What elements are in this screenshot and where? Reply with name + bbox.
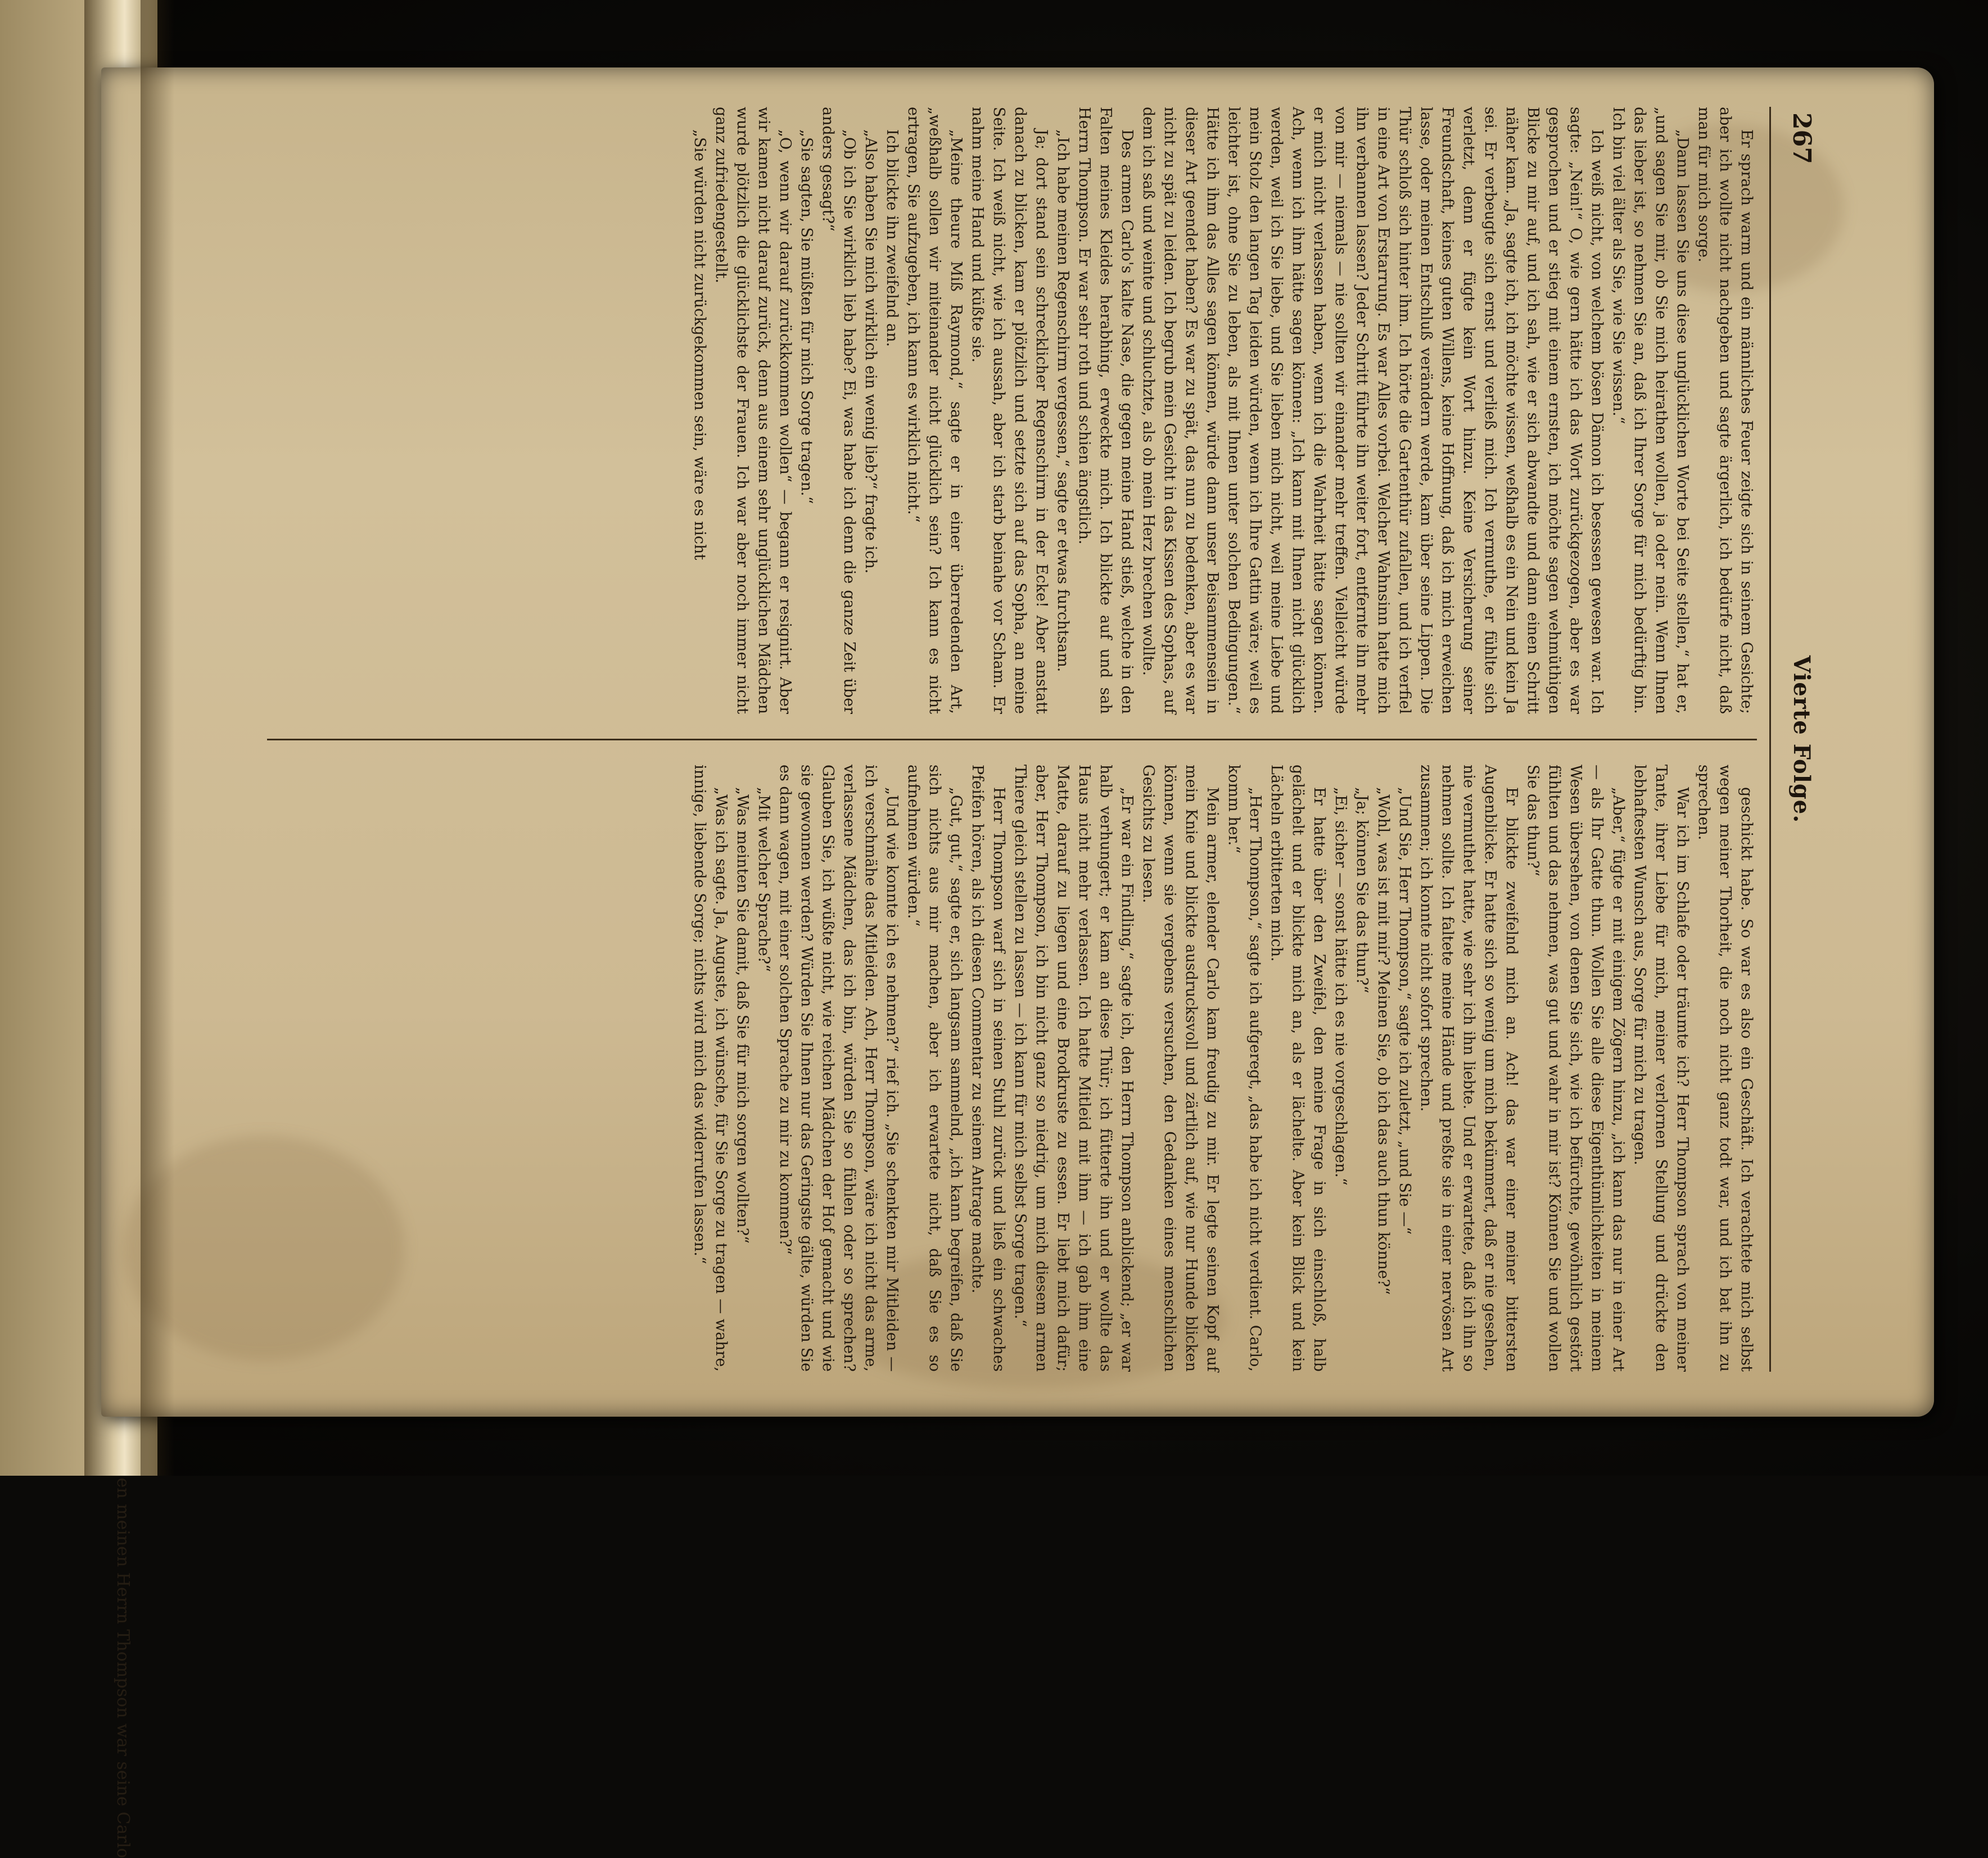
previous-page-fragment: Herrn Thompson xyxy=(113,1572,133,1724)
paragraph: Er blickte zweifelnd mich an. Ach! das war einer meiner bittersten Augenblicke. Er hatte sich so wenig um mich bekümmert, daß er nie gesehen, nie vermuthet hatte, wie sehr ich ihn liebte. Und er erwartete, daß ich ihn so nehmen sollte. Ich faltete meine Hände und preßte sie in einer nervösen Art zusammen; ich konnte nicht sofort sprechen. xyxy=(1415,765,1522,1372)
left-column xyxy=(267,107,1757,714)
paragraph: Herr Thompson warf sich in seinen Stuhl zurück und ließ ein schwaches Pfeifen hören, als ich diesen Commentar zu seinem Antrage machte. xyxy=(966,765,1009,1372)
paragraph: „Er war ein Findling,“ sagte ich, den Herrn Thompson anblickend; „er war halb verhungert; er kam an diese Thür; ich fütterte ihn und er wollte das Haus nicht mehr verlassen. Ich hatte Mitleid mit ihm — ich gab ihm eine Matte, darauf zu liegen und eine Brodkruste zu essen. Er liebt mich dafür; aber, Herr Thompson, ich bin nicht ganz so niedrig, um mich diesem armen Thiere gleich stellen zu lassen — ich kann für mich selbst Sorge tragen.“ xyxy=(1009,765,1137,1372)
page-number: 267 xyxy=(1787,112,1816,164)
paragraph: „Und wie konnte ich es nehmen?“ rief ich. „Sie schenkten mir Mitleiden — ich verschmähe das Mitleiden. Ach, Herr Thompson, wäre ich nicht das arme, verlassene Mädchen, das ich bin, würden Sie so fühlen oder so sprechen? Glauben Sie, ich wüßte nicht, wie reichen Mädchen der Hof gemacht und wie sie gewonnen werden? Würden Sie Ihnen nur das Geringste gälte, würden Sie es dann wagen, mit einer solchen Sprache zu mir zu kommen?“ xyxy=(774,765,902,1372)
paragraph: Mein armer, elender Carlo kam freudig zu mir. Er legte seinen Kopf auf mein Knie und blickte ausdrucksvoll und zärtlich auf, wie nur Hunde blicken können, wenn sie vergebens versuchen, den Gedanken eines menschlichen Gesichts zu lesen. xyxy=(1137,765,1223,1372)
paragraph: „Was ich sagte. Ja, Auguste, ich wünsche, für Sie Sorge zu tragen — wahre, innige, liebende Sorge; nichts wird mich das widerrufen lassen.“ xyxy=(689,765,731,1372)
rotated-page-content xyxy=(208,107,1816,1372)
paragraph: „Gut, gut,“ sagte er, sich langsam sammelnd, „ich kann begreifen, daß Sie sich nichts aus mir machen, aber ich erwartete nicht, daß Sie es so aufnehmen würden.“ xyxy=(902,765,966,1372)
previous-page-fragment: war seine xyxy=(113,1724,133,1812)
paragraph: Ich blickte ihn zweifelnd an. xyxy=(881,107,902,714)
paragraph: „Ei, sicher — sonst hätte ich es nie vorgeschlagen.“ xyxy=(1330,765,1351,1372)
column-divider xyxy=(267,739,1757,740)
paragraph: „Also haben Sie mich wirklich ein wenig lieb?“ fragte ich. xyxy=(860,107,881,714)
paragraph: „Ob ich Sie wirklich lieb habe? Ei, was habe ich denn die ganze Zeit über anders gesagt?“ xyxy=(817,107,860,714)
paragraph: Er sprach warm und ein männliches Feuer zeigte sich in seinem Gesichte; aber ich wollte nicht nachgeben und sagte ärgerlich, ich bedürfe nicht, daß man für mich sorge. xyxy=(1693,107,1757,714)
previous-page-fragment: en meinen xyxy=(113,1478,133,1572)
paragraph: „Meine theure Miß Raymond,“ sagte er in einer überredenden Art, „weßhalb sollen wir miteinander nicht glücklich sein? Ich kann es nicht ertragen, Sie aufzugeben, ich kann es wirklich nicht.“ xyxy=(902,107,966,714)
paragraph: „Sie würden nicht zurückgekommen sein, wäre es nicht xyxy=(689,107,710,714)
paragraph: „Mit welcher Sprache?“ xyxy=(753,765,774,1372)
paragraph: „Aber,“ fügte er mit einigem Zögern hinzu, „ich kann das nur in einer Art — als Ihr Gatte thun. Wollen Sie alle diese Eigenthümlichkeiten in meinem Wesen übersehen, von denen Sie sich, wie ich befürchte, gewöhnlich gestört fühlten und das nehmen, was gut und wahr in mir ist? Können Sie und wollen Sie das thun?“ xyxy=(1522,765,1629,1372)
header-rule xyxy=(1769,107,1771,1372)
text-columns xyxy=(267,107,1757,1372)
paragraph: Ich weiß nicht, von welchem bösen Dämon ich besessen gewesen war. Ich sagte: „Nein!“ O, wie gern hätte ich das Wort zurückgezogen, aber es war gesprochen und er stieg mit einem ernsten, ich möchte sagen wehmüthigen Blicke zu mir auf, und ich sah, wie er sich abwandte und dann einen Schritt näher kam. „Ja, sagte ich, ich möchte wissen, weßhalb es ein Nein und kein Ja sei. Er verbeugte sich ernst und verließ mich. Ich vermuthe, er fühlte sich verletzt, denn er fügte kein Wort hinzu. Keine Versicherung seiner Freundschaft, keines guten Willens, keine Hoffnung, daß ich mich erweichen lasse, oder meinen Entschluß verändern werde, kam über seine Lippen. Die Thür schloß sich hinter ihm. Ich hörte die Gartenthür zufallen, und ich verfiel in eine Art von Erstarrung. Es war Alles vorbei. Welcher Wahnsinn hatte mich ihn verbannen lassen? Jeder Schritt führte ihn weiter fort, entfernte ihn mehr von mir — niemals — nie sollten wir einander mehr treffen. Vielleicht würde er mich nicht verlassen haben, wenn ich die Wahrheit hätte sagen können. Ach, wenn ich ihm hätte sagen können: „Ich kann mit Ihnen nicht glücklich werden, weil ich Sie liebe, und Sie lieben mich nicht, weil meine Liebe und mein Stolz den langen Tag leiden würden, wenn ich Ihre Gattin wäre; weil es leichter ist, ohne Sie zu leben, als mit Ihnen unter solchen Bedingungen.“ Hätte ich ihm das Alles sagen können, würde dann unser Beisammensein in dieser Art geendet haben? Es war zu spät, das nun zu bedenken, aber es war nicht zu spät zu leiden. Ich begrub mein Gesicht in das Kissen des Sophas, auf dem ich saß und weinte und schluchzte, als ob mein Herz brechen wollte. xyxy=(1137,107,1607,714)
paragraph: geschickt habe. So war es also ein Geschäft. Ich verachtete mich selbst wegen meiner Thorheit, die noch nicht ganz todt war, und ich bat ihn zu sprechen. xyxy=(1693,765,1757,1372)
gutter-shadow xyxy=(141,0,174,1476)
paragraph: Er hatte über den Zweifel, den meine Frage in sich einschloß, halb gelächelt und er blickte mich an, als er lächelte. Aber kein Blick und kein Lächeln erbitterten mich. xyxy=(1266,765,1330,1372)
running-head: Vierte Folge. xyxy=(1788,656,1815,823)
paragraph: „Herr Thompson,“ sagte ich aufgeregt, „das habe ich nicht verdient. Carlo, komm her.“ xyxy=(1223,765,1266,1372)
paragraph: „Dann lassen Sie uns diese unglücklichen Worte bei Seite stellen,“ hat er, „und sagen Sie mir, ob Sie mich heirathen wollen, ja oder nein. Wenn Ihnen das lieber ist, so nehmen Sie an, daß ich Ihrer Sorge für mich bedürftig bin. Ich bin viel älter als Sie, wie Sie wissen.“ xyxy=(1607,107,1693,714)
previous-page-fragment: Carlo xyxy=(113,1812,133,1858)
paragraph: „Ja; können Sie das thun?“ xyxy=(1351,765,1372,1372)
paragraph: „Und Sie, Herr Thompson,“ sagte ich zuletzt, „und Sie —“ xyxy=(1394,765,1415,1372)
page-header xyxy=(1771,107,1816,1372)
paragraph: War ich im Schlafe oder träumte ich? Herr Thompson sprach von meiner Tante, ihrer Liebe für mich, meiner verlornen Stellung und drückte den lebhaftesten Wunsch aus, Sorge für mich zu tragen. xyxy=(1629,765,1693,1372)
paragraph: „O, wenn wir darauf zurückkommen wollen“ — begann er resignirt. Aber wir kamen nicht darauf zurück, denn aus einem sehr unglücklichen Mädchen wurde plötzlich die glücklichste der Frauen. Ich war aber noch immer nicht ganz zufriedengestellt. xyxy=(710,107,796,714)
right-column xyxy=(267,765,1757,1372)
paragraph: „Wohl, was ist mit mir? Meinen Sie, ob ich das auch thun könne?“ xyxy=(1372,765,1394,1372)
paragraph: „Ich habe meinen Regenschirm vergessen,“ sagte er etwas furchtsam. xyxy=(1052,107,1073,714)
paragraph: „Sie sagten, Sie müßten für mich Sorge tragen.“ xyxy=(796,107,817,714)
paragraph: Ja; dort stand sein schrecklicher Regenschirm in der Ecke! Aber anstatt danach zu blicken, kam er plötzlich und setzte sich auf das Sopha, an meine Seite. Ich weiß nicht, wie ich aussah, aber ich starb beinahe vor Scham. Er nahm meine Hand und küßte sie. xyxy=(966,107,1052,714)
book-page xyxy=(101,67,1934,1417)
paragraph: „Was meinten Sie damit, daß Sie für mich sorgen wollten?“ xyxy=(731,765,753,1372)
paragraph: Des armen Carlo's kalte Nase, die gegen meine Hand stieß, welche in den Falten meines Kleides herabhing, erweckte mich. Ich blickte auf und sah Herrn Thompson. Er war sehr roth und schien ängstlich. xyxy=(1073,107,1137,714)
